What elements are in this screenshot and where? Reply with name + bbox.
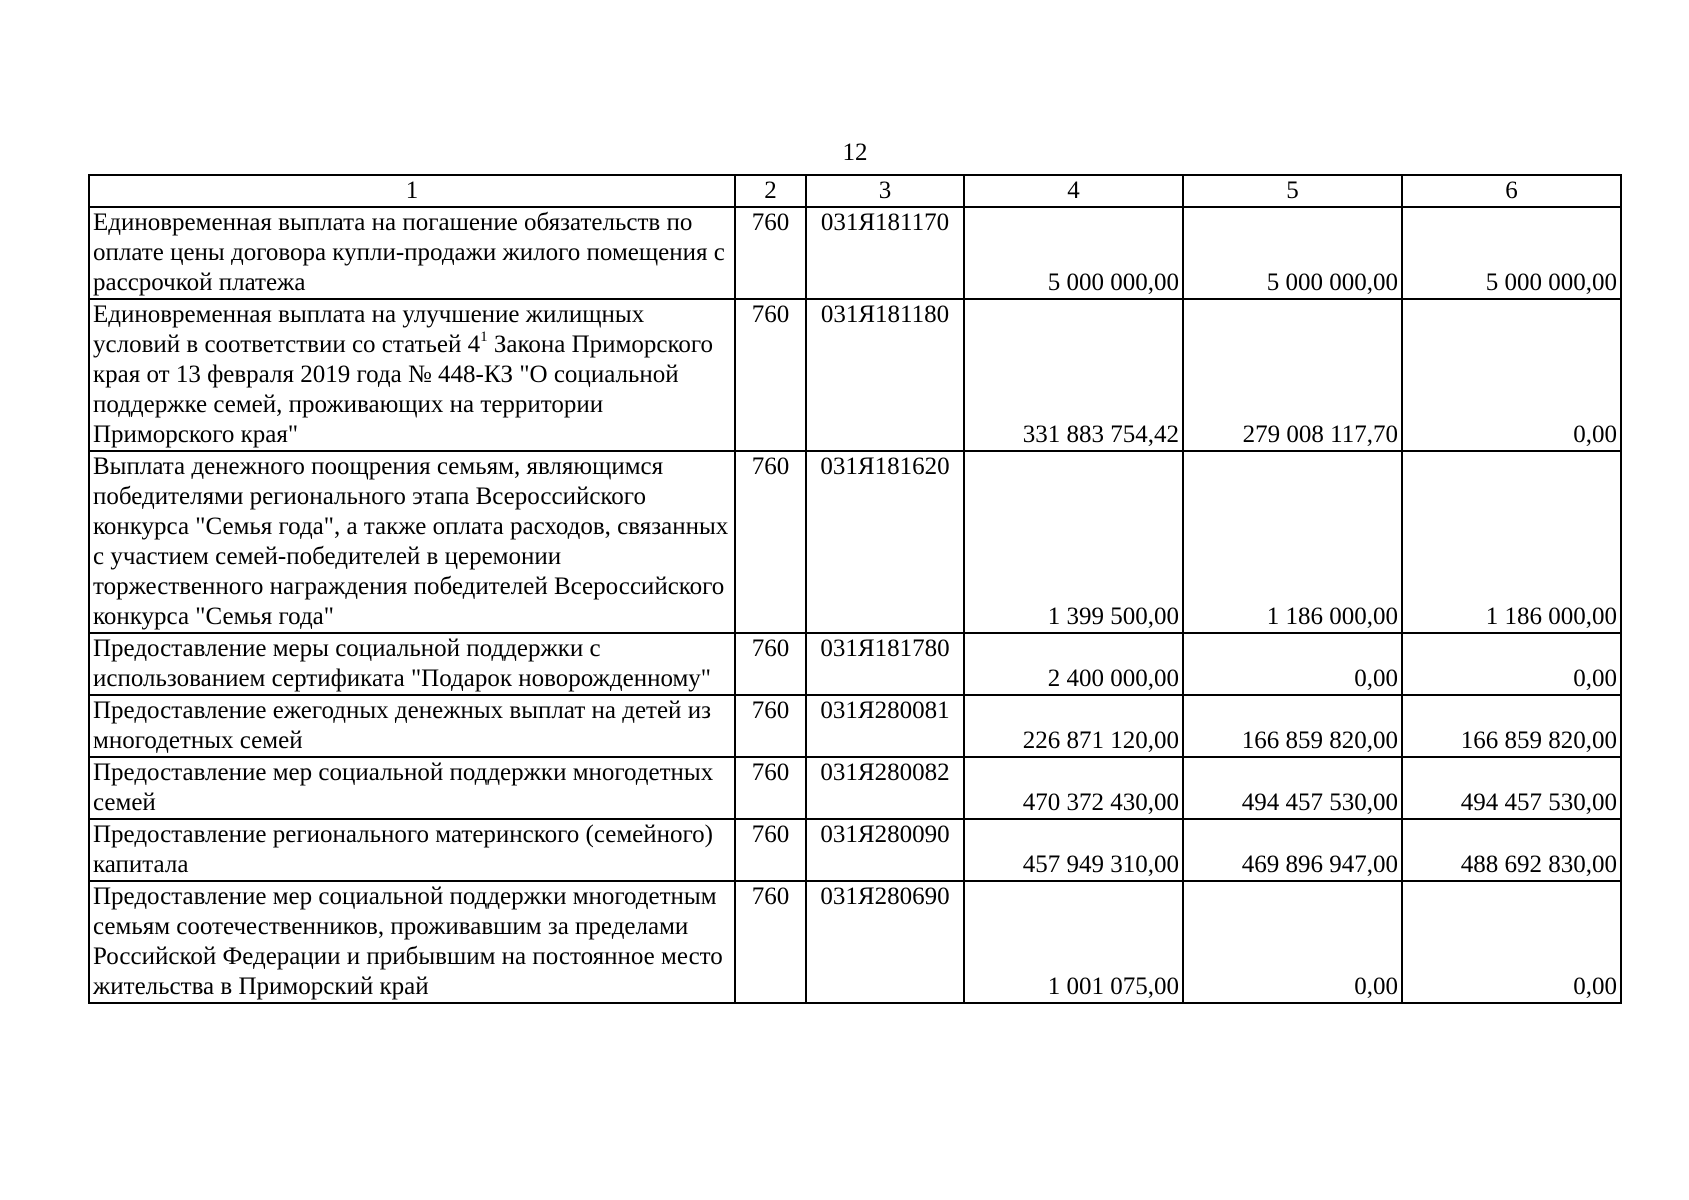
row-col6: 488 692 830,00 bbox=[1402, 819, 1621, 881]
row-description-part: Единовременная выплата на улучшение жилищных условий в соответствии со статьей 4 bbox=[93, 301, 645, 358]
row-col6: 0,00 bbox=[1402, 299, 1621, 451]
row-col3: 031Я181780 bbox=[806, 633, 964, 695]
column-number: 4 bbox=[964, 175, 1183, 207]
row-description: Предоставление меры социальной поддержки с использованием сертификата "Подарок новорожденному" bbox=[89, 633, 735, 695]
row-col6: 1 186 000,00 bbox=[1402, 451, 1621, 633]
table-row bbox=[89, 881, 1621, 1003]
column-number: 3 bbox=[806, 175, 964, 207]
row-col3: 031Я280090 bbox=[806, 819, 964, 881]
row-col3: 031Я181180 bbox=[806, 299, 964, 451]
row-col6: 0,00 bbox=[1402, 881, 1621, 1003]
row-col3: 031Я181170 bbox=[806, 207, 964, 299]
table-row bbox=[89, 757, 1621, 819]
row-col6: 166 859 820,00 bbox=[1402, 695, 1621, 757]
row-col4: 226 871 120,00 bbox=[964, 695, 1183, 757]
table-row bbox=[89, 207, 1621, 299]
row-description: Предоставление мер социальной поддержки многодетных семей bbox=[89, 757, 735, 819]
row-col5: 0,00 bbox=[1183, 633, 1402, 695]
column-number: 6 bbox=[1402, 175, 1621, 207]
row-col4: 1 399 500,00 bbox=[964, 451, 1183, 633]
column-number: 5 bbox=[1183, 175, 1402, 207]
table-row bbox=[89, 633, 1621, 695]
column-number: 2 bbox=[735, 175, 806, 207]
row-col4: 331 883 754,42 bbox=[964, 299, 1183, 451]
column-number: 1 bbox=[89, 175, 735, 207]
row-col3: 031Я181620 bbox=[806, 451, 964, 633]
row-description bbox=[89, 299, 735, 451]
row-col2: 760 bbox=[735, 633, 806, 695]
row-col3: 031Я280082 bbox=[806, 757, 964, 819]
row-col2: 760 bbox=[735, 451, 806, 633]
row-col6: 0,00 bbox=[1402, 633, 1621, 695]
row-col6: 5 000 000,00 bbox=[1402, 207, 1621, 299]
table-row bbox=[89, 451, 1621, 633]
row-col5: 1 186 000,00 bbox=[1183, 451, 1402, 633]
row-col4: 457 949 310,00 bbox=[964, 819, 1183, 881]
row-col4: 1 001 075,00 bbox=[964, 881, 1183, 1003]
row-col5: 0,00 bbox=[1183, 881, 1402, 1003]
row-col2: 760 bbox=[735, 695, 806, 757]
row-col4: 5 000 000,00 bbox=[964, 207, 1183, 299]
table-row bbox=[89, 299, 1621, 451]
row-description: Единовременная выплата на погашение обязательств по оплате цены договора купли-продажи жилого помещения с рассрочкой платежа bbox=[89, 207, 735, 299]
row-col5: 279 008 117,70 bbox=[1183, 299, 1402, 451]
row-col4: 470 372 430,00 bbox=[964, 757, 1183, 819]
row-description: Предоставление регионального материнского (семейного) капитала bbox=[89, 819, 735, 881]
row-col2: 760 bbox=[735, 819, 806, 881]
row-description-superscript: 1 bbox=[480, 328, 488, 345]
row-col3: 031Я280690 bbox=[806, 881, 964, 1003]
row-description-part: Закона Приморского края от 13 февраля 2019 года № 448-КЗ "О социальной поддержке семей, проживающих на территории Приморского края" bbox=[93, 331, 713, 448]
page-number: 12 bbox=[842, 139, 868, 166]
row-col3: 031Я280081 bbox=[806, 695, 964, 757]
table-row bbox=[89, 695, 1621, 757]
row-col5: 5 000 000,00 bbox=[1183, 207, 1402, 299]
row-description: Выплата денежного поощрения семьям, являющимся победителями регионального этапа Всероссийского конкурса "Семья года", а также оплата расходов, связанных с участием семей-победителей в церемонии торжественного награждения победителей Всероссийского конкурса "Семья года" bbox=[89, 451, 735, 633]
row-description: Предоставление ежегодных денежных выплат на детей из многодетных семей bbox=[89, 695, 735, 757]
row-col2: 760 bbox=[735, 757, 806, 819]
row-col5: 166 859 820,00 bbox=[1183, 695, 1402, 757]
row-col2: 760 bbox=[735, 299, 806, 451]
budget-table bbox=[88, 174, 1622, 1004]
row-col2: 760 bbox=[735, 881, 806, 1003]
row-col6: 494 457 530,00 bbox=[1402, 757, 1621, 819]
column-number-row bbox=[89, 175, 1621, 207]
row-col4: 2 400 000,00 bbox=[964, 633, 1183, 695]
table-row bbox=[89, 819, 1621, 881]
row-description: Предоставление мер социальной поддержки многодетным семьям соотечественников, проживавшим за пределами Российской Федерации и прибывшим на постоянное место жительства в Приморский край bbox=[89, 881, 735, 1003]
row-col5: 469 896 947,00 bbox=[1183, 819, 1402, 881]
row-col2: 760 bbox=[735, 207, 806, 299]
row-col5: 494 457 530,00 bbox=[1183, 757, 1402, 819]
